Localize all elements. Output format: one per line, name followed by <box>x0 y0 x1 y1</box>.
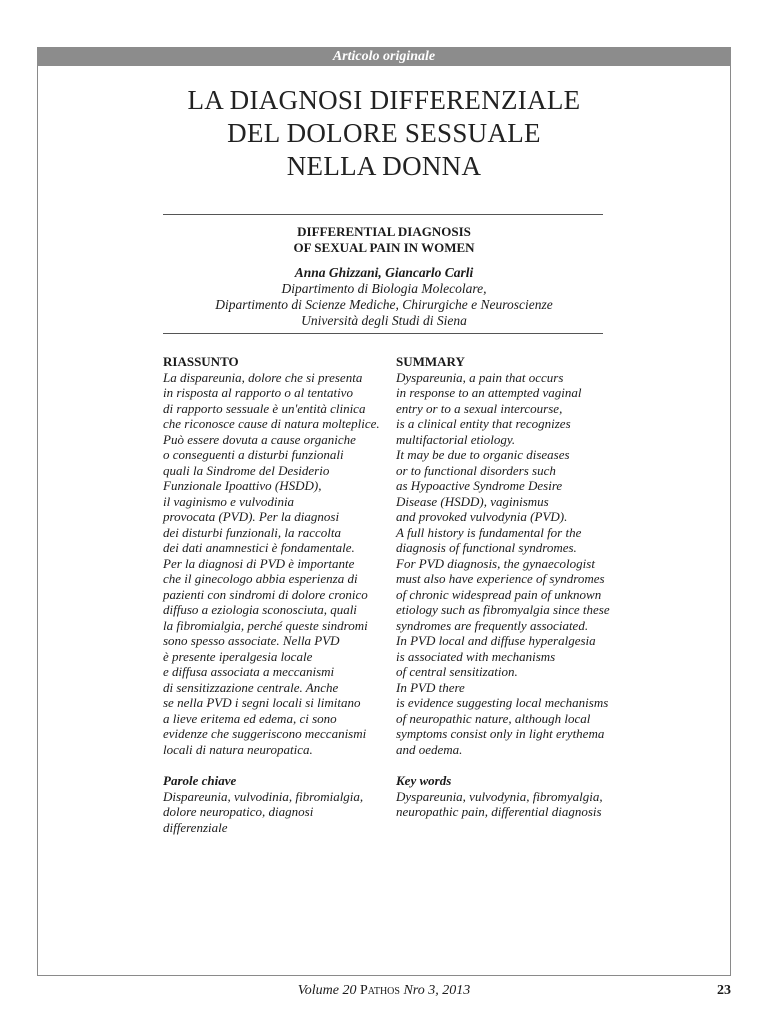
parole-chiave-heading: Parole chiave <box>163 773 237 788</box>
english-title <box>37 224 731 256</box>
footer-journal: Pathos <box>359 983 400 998</box>
text-line: It may be due to organic diseases <box>396 447 570 462</box>
english-title-line: DIFFERENTIAL DIAGNOSIS <box>297 224 471 239</box>
text-line: locali di natura neuropatica. <box>163 741 313 757</box>
text-line: pazienti con sindromi di dolore cronico <box>163 586 368 602</box>
text-line: Dyspareunia, vulvodynia, fibromyalgia, <box>396 788 603 804</box>
text-line: è presente iperalgesia locale <box>163 648 313 664</box>
affiliation <box>37 281 731 329</box>
text-line: che riconosce cause di natura molteplice. <box>163 416 380 431</box>
key-words-text <box>396 789 616 820</box>
parole-chiave-text <box>163 789 383 836</box>
article-header <box>37 224 731 329</box>
footer-issue: Nro 3, 2013 <box>403 983 471 998</box>
page-number: 23 <box>717 983 731 998</box>
text-line: Disease (HSDD), vaginismus <box>396 493 549 509</box>
text-line: For PVD diagnosis, the gynaecologist <box>396 555 595 571</box>
title-line: NELLA DONNA <box>286 151 482 181</box>
page-footer <box>37 982 731 1000</box>
summary-heading: SUMMARY <box>396 354 465 369</box>
text-line: dolore neuropatico, diagnosi <box>163 804 314 819</box>
key-words-heading: Key words <box>396 773 452 788</box>
english-title-line: OF SEXUAL PAIN IN WOMEN <box>293 240 475 255</box>
authors: Anna Ghizzani, Giancarlo Carli <box>294 265 474 280</box>
divider-bottom <box>163 333 603 334</box>
article-title <box>37 84 731 183</box>
text-line: multifactorial etiology. <box>396 431 516 447</box>
text-line: la fibromialgia, perché queste sindromi <box>163 617 368 633</box>
text-line: of central sensitization. <box>396 664 518 679</box>
text-line: dei disturbi funzionali, la raccolta <box>163 524 342 540</box>
text-line: La dispareunia, dolore che si presenta <box>163 369 363 385</box>
riassunto-heading: RIASSUNTO <box>163 354 239 369</box>
text-line: etiology such as fibromyalgia since these <box>396 602 610 617</box>
text-line: In PVD there <box>396 679 465 695</box>
text-line: neuropathic pain, differential diagnosis <box>396 804 602 819</box>
text-line: as Hypoactive Syndrome Desire <box>396 478 563 493</box>
text-line: and oedema. <box>396 741 463 757</box>
text-line: In PVD local and diffuse hyperalgesia <box>396 633 596 648</box>
text-line: in response to an attempted vaginal <box>396 385 582 400</box>
text-line: must also have experience of syndromes <box>396 571 605 586</box>
text-line: a lieve eritema ed edema, ci sono <box>163 710 337 726</box>
text-line: Dispareunia, vulvodinia, fibromialgia, <box>163 788 364 804</box>
affiliation-line: Università degli Studi di Siena <box>301 313 467 328</box>
text-line: diffuso a eziologia sconosciuta, quali <box>163 602 357 617</box>
text-line: entry or to a sexual intercourse, <box>396 400 563 416</box>
text-line: differenziale <box>163 819 228 835</box>
section-banner: Articolo originale <box>37 47 731 66</box>
text-line: che il ginecologo abbia esperienza di <box>163 571 358 586</box>
page-frame <box>37 47 731 976</box>
text-line: or to functional disorders such <box>396 462 556 478</box>
title-line: DEL DOLORE SESSUALE <box>227 118 541 148</box>
text-line: diagnosis of functional syndromes. <box>396 540 577 555</box>
text-line: Dyspareunia, a pain that occurs <box>396 369 564 385</box>
text-line: A full history is fundamental for the <box>396 524 582 540</box>
text-line: se nella PVD i segni locali si limitano <box>163 695 361 710</box>
riassunto-column <box>163 354 383 835</box>
divider-top <box>163 214 603 215</box>
text-line: di rapporto sessuale è un'entità clinica <box>163 400 366 416</box>
text-line: sono spesso associate. Nella PVD <box>163 633 340 648</box>
text-line: is evidence suggesting local mechanisms <box>396 695 609 710</box>
affiliation-line: Dipartimento di Scienze Mediche, Chirurgiche e Neuroscienze <box>215 297 553 312</box>
text-line: and provoked vulvodynia (PVD). <box>396 509 568 524</box>
summary-text <box>396 370 616 758</box>
text-line: of neuropathic nature, although local <box>396 710 591 726</box>
text-line: Può essere dovuta a cause organiche <box>163 431 356 447</box>
text-line: is associated with mechanisms <box>396 648 556 664</box>
text-line: il vaginismo e vulvodinia <box>163 493 295 509</box>
riassunto-text <box>163 370 383 758</box>
text-line: evidenze che suggeriscono meccanismi <box>163 726 367 741</box>
text-line: in risposta al rapporto o al tentativo <box>163 385 353 400</box>
affiliation-line: Dipartimento di Biologia Molecolare, <box>281 281 487 296</box>
text-line: of chronic widespread pain of unknown <box>396 586 602 602</box>
text-line: di sensitizzazione centrale. Anche <box>163 679 339 695</box>
text-line: o conseguenti a disturbi funzionali <box>163 447 344 462</box>
summary-column <box>396 354 616 820</box>
footer-volume: Volume 20 <box>297 983 357 998</box>
text-line: dei dati anamnestici è fondamentale. <box>163 540 355 555</box>
text-line: Per la diagnosi di PVD è importante <box>163 555 355 571</box>
text-line: quali la Sindrome del Desiderio <box>163 462 330 478</box>
title-line: LA DIAGNOSI DIFFERENZIALE <box>187 85 581 115</box>
text-line: syndromes are frequently associated. <box>396 617 589 633</box>
text-line: provocata (PVD). Per la diagnosi <box>163 509 340 524</box>
text-line: e diffusa associata a meccanismi <box>163 664 335 679</box>
text-line: Funzionale Ipoattivo (HSDD), <box>163 478 322 493</box>
text-line: is a clinical entity that recognizes <box>396 416 571 431</box>
text-line: symptoms consist only in light erythema <box>396 726 605 741</box>
